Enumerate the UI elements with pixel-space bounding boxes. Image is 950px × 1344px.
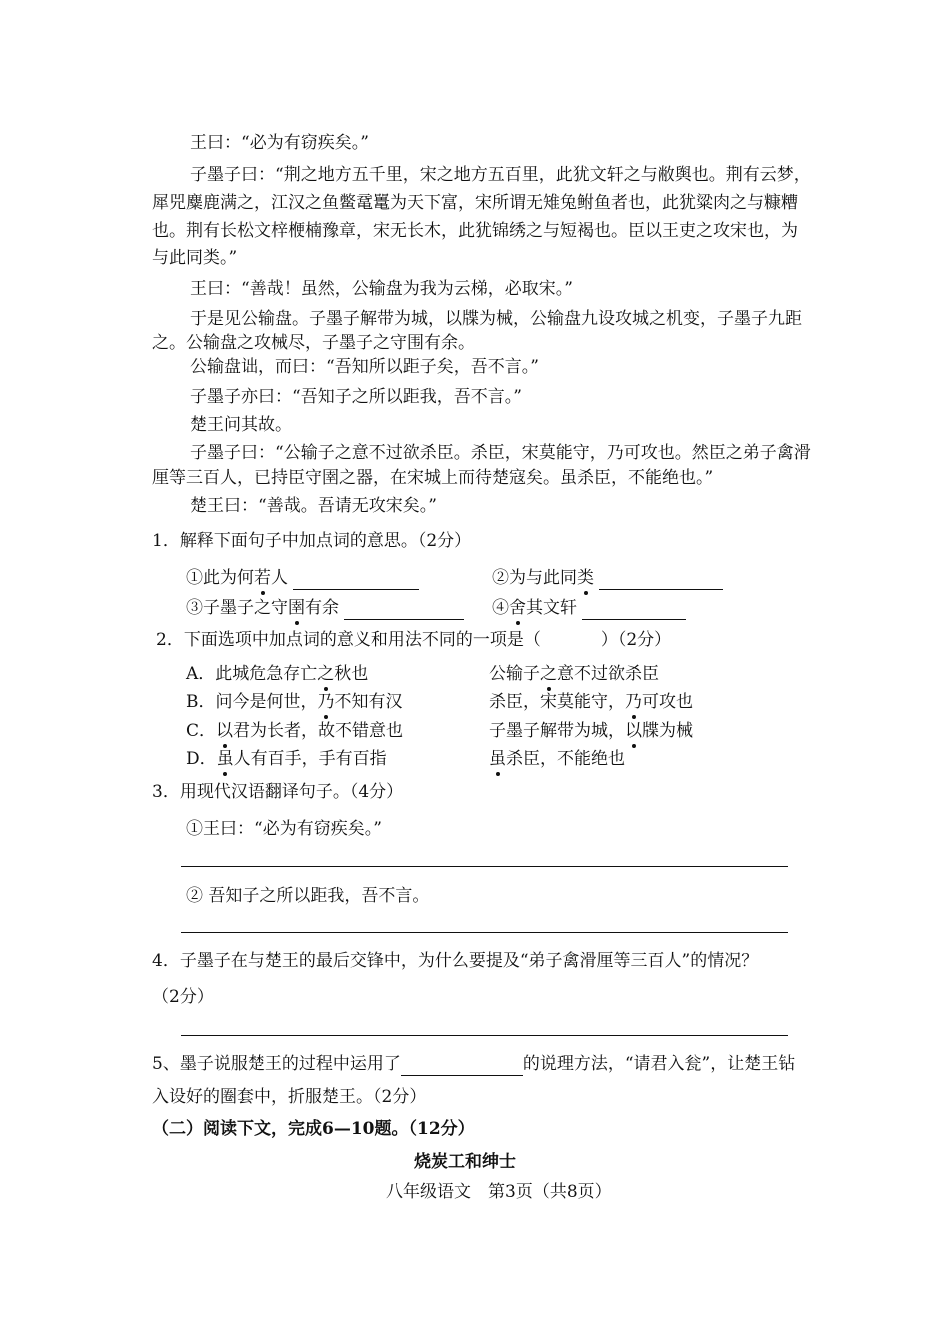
q2-option-c-left: C．以君为长者，故不错意也 — [186, 721, 404, 741]
passage-line: 与此同类。” — [152, 248, 238, 268]
answer-blank[interactable] — [344, 601, 464, 620]
question-1-stem: 1．解释下面句子中加点词的意思。（2分） — [152, 531, 472, 551]
q1-item-1: ①此为何若人 — [186, 566, 419, 590]
question-5-line-2: 入设好的圈套中，折服楚王。（2分） — [152, 1087, 427, 1107]
passage-line: 楚王问其故。 — [190, 415, 292, 435]
next-passage-title: 烧炭工和绅士 — [414, 1152, 516, 1172]
q1-item-2: ②为与此同类 — [492, 566, 723, 590]
q1-item-4: ④舍其文轩 — [492, 596, 686, 620]
passage-line: 王曰：“必为有窃疾矣。” — [190, 133, 369, 153]
answer-line[interactable] — [181, 866, 788, 867]
question-3-stem: 3．用现代汉语翻译句子。（4分） — [152, 782, 404, 802]
passage-line: 犀兕麋鹿满之，江汉之鱼鳖鼋鼍为天下富，宋所谓无雉兔鲋鱼者也，此犹粱肉之与糠糟 — [152, 193, 798, 213]
q2-option-d-left: D．虽人有百手，手有百指 — [186, 749, 387, 769]
section-2-heading: （二）阅读下文，完成6—10题。（12分） — [152, 1119, 475, 1139]
answer-blank[interactable] — [599, 571, 723, 590]
q2-option-d-right: 虽杀臣，不能绝也 — [489, 749, 625, 769]
passage-line: 王曰：“善哉！虽然，公输盘为我为云梯，必取宋。” — [190, 279, 573, 299]
passage-line: 楚王曰：“善哉。吾请无攻宋矣。” — [190, 496, 437, 516]
answer-line[interactable] — [181, 932, 788, 933]
answer-line[interactable] — [181, 1035, 788, 1036]
question-5-line-1: 5、墨子说服楚王的过程中运用了 的说理方法，“请君入瓮”，让楚王钻 — [152, 1054, 796, 1074]
q3-sentence-1: ①王曰：“必为有窃疾矣。” — [186, 819, 382, 839]
passage-line: 厘等三百人，已持臣守圉之器，在宋城上而待楚寇矣。虽杀臣，不能绝也。” — [152, 468, 714, 488]
passage-line: 子墨子曰：“荆之地方五千里，宋之地方五百里，此犹文轩之与敝舆也。荆有云梦， — [190, 165, 811, 185]
q2-option-b-left: B．问今是何世，乃不知有汉 — [186, 692, 403, 712]
q2-option-a-right: 公输子之意不过欲杀臣 — [489, 664, 659, 684]
answer-blank[interactable] — [401, 1057, 523, 1076]
question-4-score: （2分） — [152, 987, 214, 1007]
q2-option-b-right: 杀臣，宋莫能守，乃可攻也 — [489, 692, 693, 712]
passage-line: 也。荆有长松文梓楩楠豫章，宋无长木，此犹锦绣之与短褐也。臣以王吏之攻宋也，为 — [152, 221, 798, 241]
answer-blank[interactable] — [582, 601, 686, 620]
question-4-stem: 4．子墨子在与楚王的最后交锋中，为什么要提及“弟子禽滑厘等三百人”的情况？ — [152, 951, 759, 971]
passage-line: 之。公输盘之攻械尽，子墨子之守围有余。 — [152, 333, 475, 353]
answer-blank[interactable] — [293, 571, 419, 590]
q3-sentence-2: ② 吾知子之所以距我，吾不言。 — [186, 886, 430, 906]
passage-line: 公输盘诎，而曰：“吾知所以距子矣，吾不言。” — [190, 357, 539, 377]
q2-option-c-right: 子墨子解带为城，以牒为械 — [489, 721, 693, 741]
q1-item-3: ③子墨子之守圉有余 — [186, 596, 464, 620]
question-2-stem: 2．下面选项中加点词的意义和用法不同的一项是（ ）（2分） — [156, 630, 672, 650]
passage-line: 子墨子曰：“公输子之意不过欲杀臣。杀臣，宋莫能守，乃可攻也。然臣之弟子禽滑 — [190, 443, 811, 463]
passage-line: 子墨子亦曰：“吾知子之所以距我，吾不言。” — [190, 387, 522, 407]
passage-line: 于是见公输盘。子墨子解带为城，以牒为械，公输盘九设攻城之机变，子墨子九距 — [190, 309, 802, 329]
page-footer: 八年级语文 第3页（共8页） — [386, 1182, 612, 1202]
q2-option-a-left: A．此城危急存亡之秋也 — [186, 664, 369, 684]
